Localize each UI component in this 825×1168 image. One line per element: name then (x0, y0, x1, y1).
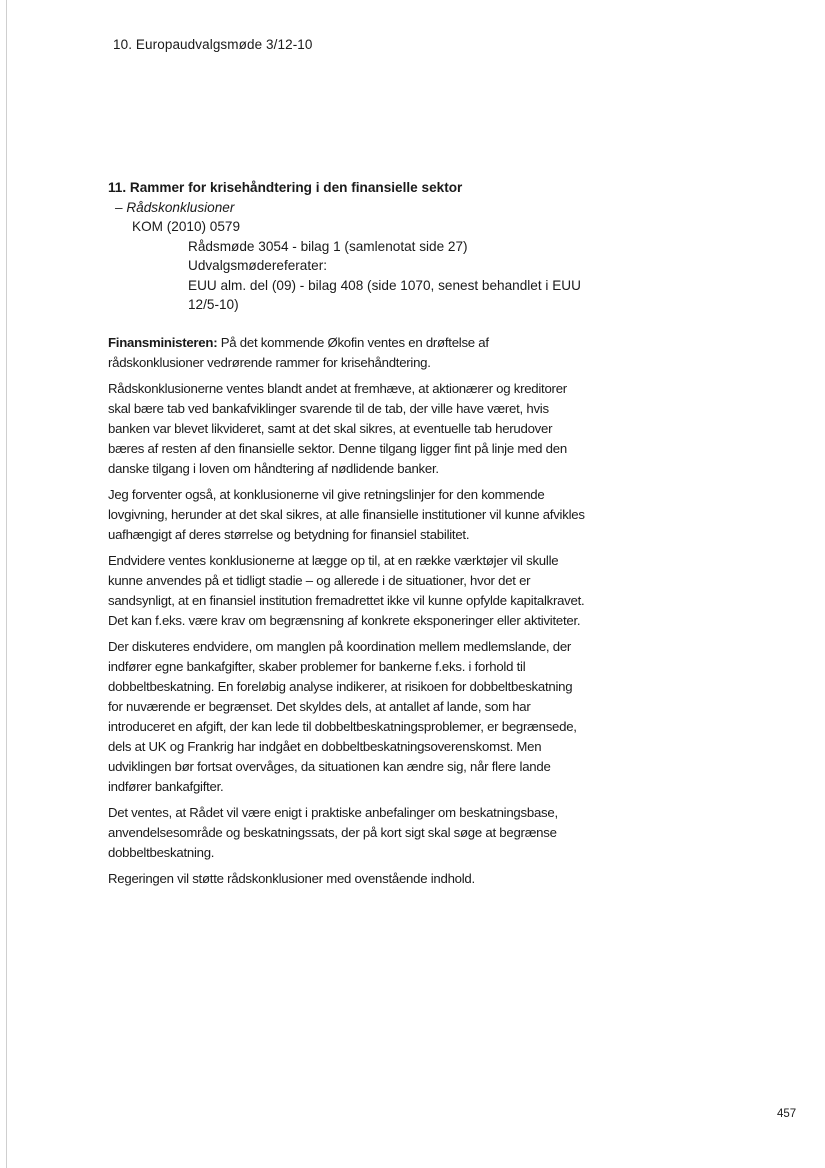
agenda-subtitle: – Rådskonklusioner (115, 199, 235, 215)
paragraph: Det ventes, at Rådet vil være enigt i praktiske anbefalinger om beskatningsbase, anvendelsesområde og beskatningssats, der på kort sigt skal søge at begrænse dobbeltbeskatning. (108, 805, 558, 860)
paragraph (108, 333, 586, 373)
minutes-body (108, 333, 586, 895)
page-number: 457 (777, 1108, 797, 1120)
reference-line: Udvalgsmødereferater: (188, 258, 328, 273)
paragraph: Rådskonklusionerne ventes blandt andet at fremhæve, at aktionærer og kreditorer skal bære tab ved bankafviklinger svarende til de tab, der ville have været, hvis banken var blevet likvideret, samt at det skal sikres, at eventuelle tab herudover bæres af resten af den finansielle sektor. Denne tilgang ligger fint på linje med den danske tilgang i loven om håndtering af nødlidende banker. (108, 381, 567, 476)
kom-reference: KOM (2010) 0579 (132, 219, 241, 234)
agenda-item (108, 178, 608, 315)
paragraph: Endvidere ventes konklusionerne at lægge op til, at en række værktøjer vil skulle kunne anvendes på et tidligt stadie – og allerede i de situationer, hvor det er sandsynligt, at en finansiel institution fremadrettet ikke vil kunne opfylde kapitalkravet. Det kan f.eks. være krav om begrænsning af konkrete eksponeringer eller aktiviteter. (108, 553, 585, 628)
reference-line: EUU alm. del (09) - bilag 408 (side 1070, senest behandlet i EUU 12/5-10) (188, 277, 581, 312)
reference-line: Rådsmøde 3054 - bilag 1 (samlenotat side 27) (188, 238, 468, 254)
paragraph: Der diskuteres endvidere, om manglen på koordination mellem medlemslande, der indfører egne bankafgifter, skaber problemer for bankerne f.eks. i forhold til dobbeltbeskatning. En foreløbig analyse indikerer, at risikoen for dobbeltbeskatning for nuværende er begrænset. Det skyldes dels, at antallet af lande, som har introduceret en afgift, der kan lede til dobbeltbeskatningsproblemer, er begrænsede, dels at UK og Frankrig har indgået en dobbeltbeskatningsoverenskomst. Men udviklingen bør fortsat overvåges, da situationen kan ændre sig, når flere lande indfører bankafgifter. (108, 639, 577, 794)
meeting-header: 10. Europaudvalgsmøde 3/12-10 (113, 37, 313, 52)
paragraph: Regeringen vil støtte rådskonklusioner med ovenstående indhold. (108, 871, 475, 886)
agenda-title: 11. Rammer for krisehåndtering i den finansielle sektor (108, 180, 463, 195)
page-edge-line (6, 0, 7, 1168)
paragraph: Jeg forventer også, at konklusionerne vil give retningslinjer for den kommende lovgivning, herunder at det skal sikres, at alle finansielle institutioner vil kunne afvikles uafhængigt af deres størrelse og betydning for finansiel stabilitet. (108, 487, 585, 542)
paragraph-text: På det kommende Økofin ventes en drøftelse af rådskonklusioner vedrørende rammer for krisehåndtering. (108, 335, 489, 370)
speaker-name: Finansministeren: (108, 335, 218, 350)
